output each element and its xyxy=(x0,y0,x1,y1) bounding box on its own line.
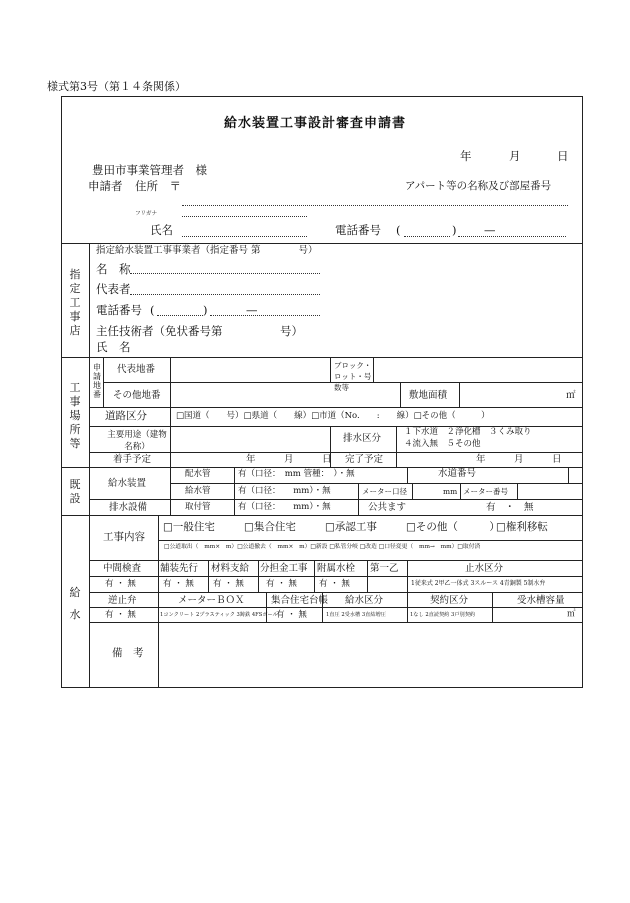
rule xyxy=(492,592,493,622)
rule xyxy=(208,560,209,592)
site-section-char: 等 xyxy=(69,437,81,450)
drain-options-1[interactable]: １下水道 ２浄化槽 ３くみ取り xyxy=(404,427,532,437)
contractor-rep-label: 代表者 xyxy=(96,282,131,296)
phone-number-line[interactable] xyxy=(458,236,566,237)
rule xyxy=(400,382,401,407)
remarks-label: 備 考 xyxy=(112,647,144,659)
work-option-checkbox[interactable]: □集合住宅 xyxy=(244,521,296,533)
work-option-checkbox[interactable]: □その他（ ） xyxy=(406,521,500,533)
site-area-label: 敷地面積 xyxy=(409,390,448,401)
contractor-section-char: 店 xyxy=(69,324,81,337)
start-label: 着手予定 xyxy=(113,454,152,465)
row1-value[interactable]: 有 ・ 無 xyxy=(266,579,297,589)
row2-header: 集合住宅台帳 xyxy=(271,595,329,606)
site-sub-char: 番 xyxy=(93,390,101,399)
rule xyxy=(89,607,583,608)
service-pipe-label: 給水管 xyxy=(185,486,211,496)
phone-dash: — xyxy=(484,223,496,237)
work-option-checkbox[interactable]: □承認工事 xyxy=(325,521,377,533)
rule xyxy=(407,467,408,483)
rule xyxy=(61,467,583,468)
supply-section-label xyxy=(68,582,82,626)
rule xyxy=(170,357,171,467)
rule xyxy=(258,560,259,592)
other-lot-label: その他地番 xyxy=(113,390,161,401)
row1-header: 舗装先行 xyxy=(160,563,199,574)
rule xyxy=(517,483,518,499)
existing-section-char: 設 xyxy=(69,492,81,505)
road-options[interactable]: □国道（ 号）□県道（ 線）□市道（No. : 線）□その他（ ） xyxy=(176,411,490,421)
work-sub-options[interactable]: □公道取出（ mm× m）□公道撤去（ mm× m）□新設 □私管分岐 □改造 □口径変更（ mm→ mm）□取付済 xyxy=(164,544,481,550)
work-option-checkbox[interactable]: □一般住宅 xyxy=(163,521,215,533)
site-area-unit: ㎡ xyxy=(566,390,576,401)
main-pipe-label: 配水管 xyxy=(185,469,211,479)
row2-header: メーターＢＯＸ xyxy=(178,595,245,606)
rule xyxy=(314,560,315,592)
chief-name-label: 氏 名 xyxy=(96,340,131,354)
rule xyxy=(89,592,583,593)
contractor-section-char: 工 xyxy=(69,296,81,309)
contractor-phone-dash: — xyxy=(246,303,258,317)
rule xyxy=(459,382,460,407)
meter-diameter-unit: mm xyxy=(443,487,458,496)
public-basin-label: 公共ます xyxy=(368,502,407,513)
addressee: 豊田市事業管理者 様 xyxy=(92,163,207,177)
rule xyxy=(407,592,408,622)
rule xyxy=(358,483,359,515)
phone-area-line[interactable] xyxy=(404,236,450,237)
existing-section-char: 既 xyxy=(69,478,81,491)
start-date[interactable]: 年 月 日 xyxy=(246,454,332,465)
row1-value[interactable]: 有 ・ 無 xyxy=(105,579,136,589)
site-section-char: 場 xyxy=(69,409,81,422)
date-day: 日 xyxy=(557,149,569,163)
address-label: 住所 〒 xyxy=(135,179,181,193)
row1-header: 分担金工事 xyxy=(260,563,308,574)
contractor-heading: 指定給水装置工事事業者（指定番号 第 号） xyxy=(96,245,318,256)
drain-label: 排水区分 xyxy=(343,433,382,444)
row2-value[interactable]: 1直圧 2受水槽 3直結増圧 xyxy=(326,612,386,618)
contractor-phone-area-line[interactable] xyxy=(157,315,203,316)
block-lot-label: ブロック・ロット・号数等 xyxy=(334,361,372,392)
address-line[interactable] xyxy=(182,205,568,206)
site-sub-char: 申 xyxy=(93,363,101,372)
site-section-char: 事 xyxy=(69,395,81,408)
rule xyxy=(234,467,235,515)
supply-device-label: 給水装置 xyxy=(108,478,147,489)
form-title: 給水装置工事設計審査申請書 xyxy=(223,116,406,131)
work-option-checkbox[interactable]: □権利移転 xyxy=(496,521,548,533)
rule xyxy=(61,357,583,358)
row1-value[interactable]: 有 ・ 無 xyxy=(319,579,350,589)
contractor-phone-paren-close: ) xyxy=(203,303,208,317)
contractor-section-char: 定 xyxy=(69,282,81,295)
site-section-char: 工 xyxy=(69,381,81,394)
rule xyxy=(89,499,583,500)
main-pipe-value[interactable]: 有（口径： mm 管種： ）・無 xyxy=(238,469,355,479)
name-line[interactable] xyxy=(182,236,307,237)
rule xyxy=(330,357,331,382)
row1-header: 第一乙 xyxy=(370,563,399,574)
row2-value[interactable]: 1なし 2直読契約 3戸別契約 xyxy=(410,612,476,618)
row2-header: 受水槽容量 xyxy=(517,595,565,606)
phone-paren-open: ( xyxy=(396,223,401,237)
date-month: 月 xyxy=(509,149,521,163)
drain-options-2[interactable]: ４流入無 ５その他 xyxy=(404,439,481,449)
rule xyxy=(89,576,583,577)
contractor-rep-line[interactable] xyxy=(130,294,320,295)
contractor-phone-label: 電話番号 xyxy=(96,303,142,317)
rule xyxy=(170,467,171,515)
public-basin-value[interactable]: 有 ・ 無 xyxy=(486,502,534,513)
rule xyxy=(61,243,583,244)
rep-lot-label: 代表地番 xyxy=(117,364,156,375)
rule xyxy=(89,407,583,408)
row1-header: 附属水栓 xyxy=(317,563,356,574)
row2-header: 給水区分 xyxy=(345,595,384,606)
rule xyxy=(61,515,583,516)
existing-section-label xyxy=(68,478,82,506)
rule xyxy=(412,483,413,499)
rule xyxy=(460,483,461,499)
row2-value[interactable]: 有 ・ 無 xyxy=(105,610,136,620)
road-label: 道路区分 xyxy=(105,410,147,422)
chief-label: 主任技術者（免状番号第 号） xyxy=(96,324,303,338)
row2-value[interactable]: ㎥ xyxy=(567,609,576,619)
name-label: 氏名 xyxy=(150,223,173,237)
rule xyxy=(568,467,569,483)
row2-header: 逆止弁 xyxy=(108,595,137,606)
phone-label: 電話番号 xyxy=(335,223,381,237)
contractor-phone-line[interactable] xyxy=(210,315,320,316)
usage-label: 主要用途（建物名称） xyxy=(107,430,167,452)
meter-number-label: メーター番号 xyxy=(463,487,508,496)
finish-date[interactable]: 年 月 日 xyxy=(476,454,562,465)
water-number-label: 水道番号 xyxy=(438,468,477,479)
rule xyxy=(367,560,368,592)
site-sub-label xyxy=(92,363,102,399)
apartment-label: アパート等の名称及び部屋番号 xyxy=(405,180,552,192)
stop-options[interactable]: 1従来式 2甲乙一体式 3スルース 4青銅製 5制水弁 xyxy=(411,580,546,587)
meter-diameter-label: メーター口径 xyxy=(362,487,407,496)
supply-section-char: 給 xyxy=(69,586,81,599)
finish-label: 完了予定 xyxy=(345,454,384,465)
intake-pipe-value[interactable]: 有（口径： mm）・無 xyxy=(238,502,331,512)
row2-value[interactable]: 1コンクリート 2プラスティック 3鋳鉄 4FSボール xyxy=(160,612,278,618)
row2-value[interactable]: 有 ・ 無 xyxy=(276,610,307,620)
site-sub-char: 請 xyxy=(93,372,101,381)
rule xyxy=(89,622,583,623)
row2-header: 契約区分 xyxy=(430,595,469,606)
intake-pipe-label: 取付管 xyxy=(185,502,211,512)
drain-facility-label: 排水設備 xyxy=(109,502,148,513)
contractor-section-char: 事 xyxy=(69,310,81,323)
stop-label: 止水区分 xyxy=(465,563,504,574)
contractor-section-label xyxy=(68,268,82,338)
row1-header: 材料支給 xyxy=(211,563,250,574)
rule xyxy=(407,560,408,592)
furigana-label: フリガナ xyxy=(135,211,158,217)
phone-paren-close: ) xyxy=(452,223,457,237)
contractor-phone-paren-open: ( xyxy=(150,303,155,317)
date-year: 年 xyxy=(460,149,472,163)
row1-value[interactable]: 有 ・ 無 xyxy=(213,579,244,589)
site-section-label xyxy=(68,381,82,451)
rule xyxy=(89,560,583,561)
rule xyxy=(396,426,397,467)
furigana-line[interactable] xyxy=(182,216,307,217)
applicant-label: 申請者 xyxy=(88,179,123,193)
row1-header: 中間検査 xyxy=(103,563,142,574)
contractor-name-line[interactable] xyxy=(130,273,320,274)
service-pipe-value[interactable]: 有（口径： mm）・無 xyxy=(238,486,331,496)
contractor-section-char: 指 xyxy=(69,268,81,281)
supply-section-char: 水 xyxy=(69,608,81,621)
form-number: 様式第3号（第１４条関係） xyxy=(47,80,186,93)
row1-value[interactable]: 有 ・ 無 xyxy=(163,579,194,589)
work-content-label: 工事内容 xyxy=(103,531,145,543)
contractor-name-label: 名 称 xyxy=(96,262,131,276)
rule xyxy=(158,540,583,541)
rule xyxy=(170,483,583,484)
site-sub-char: 地 xyxy=(93,381,101,390)
site-section-char: 所 xyxy=(69,423,81,436)
